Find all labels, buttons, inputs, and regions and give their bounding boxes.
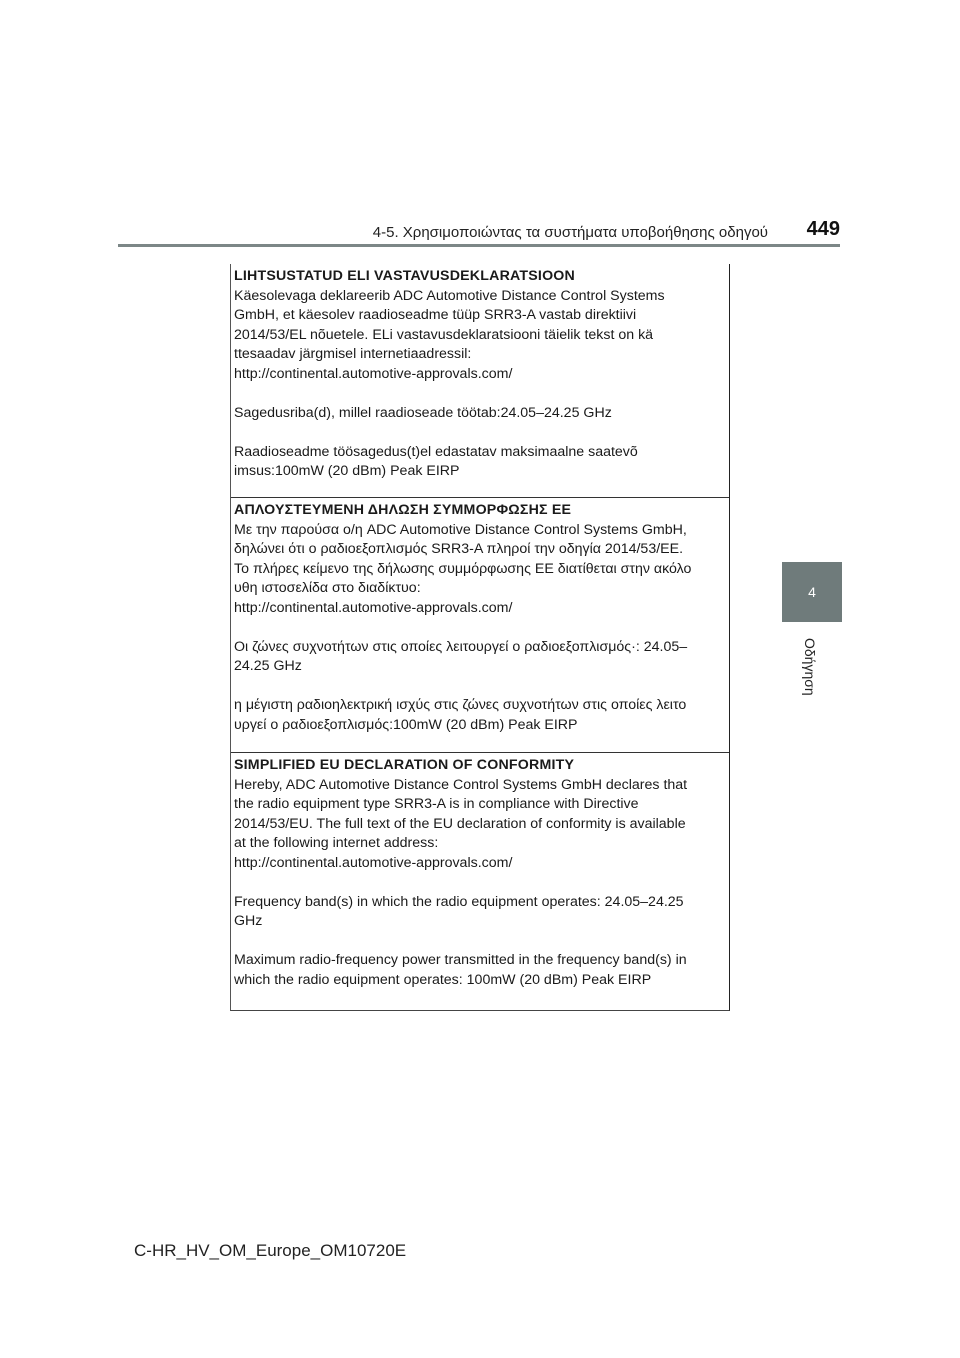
text-line: υργεί ο ραδιοεξοπλισμός:100mW (20 dBm) Peak EIRP bbox=[234, 716, 578, 733]
text-line: ttesaadav järgmisel internetiaadressil: bbox=[234, 346, 472, 362]
text-line: Το πλήρες κείμενο της δήλωσης συμμόρφωσης ΕΕ διατίθεται στην ακόλο bbox=[234, 560, 692, 577]
url-line: http://continental.automotive-approvals.com/ bbox=[234, 854, 513, 871]
section-title: 4-5. Χρησιμοποιώντας τα συστήματα υποβοήθησης οδηγού bbox=[372, 224, 768, 241]
text-line: η μέγιστη ραδιοηλεκτρική ισχύς στις ζώνες συχνοτήτων στις οποίες λειτο bbox=[234, 697, 687, 713]
text-line: Frequency band(s) in which the radio equipment operates: 24.05–24.25 bbox=[234, 893, 684, 910]
chapter-number: 4 bbox=[808, 584, 816, 600]
text-line: GHz bbox=[234, 913, 263, 929]
text-line: δηλώνει ότι ο ραδιοεξοπλισμός SRR3-A πληροί την οδηγία 2014/53/ΕΕ. bbox=[234, 541, 684, 557]
url-line: http://continental.automotive-approvals.com/ bbox=[234, 365, 513, 382]
text-line: Raadioseadme töösagedus(t)el edastatav maksimaalne saatevõ bbox=[234, 443, 638, 460]
document-code: C-HR_HV_OM_Europe_OM10720E bbox=[134, 1241, 407, 1260]
text-line: at the following internet address: bbox=[234, 835, 439, 851]
text-line: Με την παρούσα ο/η ADC Automotive Distance Control Systems GmbH, bbox=[234, 521, 687, 538]
chapter-tab bbox=[782, 562, 842, 622]
text-line: Sagedusriba(d), millel raadioseade töötab:24.05–24.25 GHz bbox=[234, 404, 612, 421]
text-line: 24.25 GHz bbox=[234, 658, 302, 674]
text-line: 2014/53/EL nõuetele. ELi vastavusdeklaratsiooni täielik tekst on kä bbox=[234, 326, 654, 343]
text-line: Οι ζώνες συχνοτήτων στις οποίες λειτουργεί ο ραδιοεξοπλισμός·: 24.05– bbox=[234, 638, 688, 655]
declaration-section-estonian bbox=[231, 264, 729, 498]
text-line: Maximum radio-frequency power transmitted in the frequency band(s) in bbox=[234, 952, 687, 968]
text-line: 2014/53/EU. The full text of the EU declaration of conformity is available bbox=[234, 815, 686, 832]
section-heading: ΑΠΛΟΥΣΤΕΥΜΕΝΗ ΔΗΛΩΣΗ ΣΥΜΜΟΡΦΩΣΗΣ ΕΕ bbox=[234, 502, 572, 518]
text-line: υθη ιστοσελίδα στο διαδίκτυο: bbox=[234, 580, 421, 596]
text-line: imsus:100mW (20 dBm) Peak EIRP bbox=[234, 463, 460, 479]
declaration-box bbox=[230, 264, 730, 1011]
page-header bbox=[118, 214, 840, 246]
text-line: GmbH, et käesolev raadioseadme tüüp SRR3-A vastab direktiivi bbox=[234, 307, 637, 323]
section-heading: SIMPLIFIED EU DECLARATION OF CONFORMITY bbox=[234, 757, 575, 773]
text-line: Hereby, ADC Automotive Distance Control Systems GmbH declares that bbox=[234, 776, 688, 793]
chapter-label: Οδήγηση bbox=[802, 638, 818, 696]
declaration-section-english bbox=[231, 753, 729, 1010]
url-line: http://continental.automotive-approvals.com/ bbox=[234, 599, 513, 616]
text-line: the radio equipment type SRR3-A is in compliance with Directive bbox=[234, 796, 639, 812]
section-heading: LIHTSUSTATUD ELI VASTAVUSDEKLARATSIOON bbox=[234, 268, 575, 284]
declaration-section-greek bbox=[231, 498, 729, 753]
header-divider bbox=[118, 244, 840, 247]
text-line: which the radio equipment operates: 100mW (20 dBm) Peak EIRP bbox=[234, 971, 652, 988]
page-number: 449 bbox=[806, 218, 840, 240]
text-line: Käesolevaga deklareerib ADC Automotive Distance Control Systems bbox=[234, 287, 665, 304]
